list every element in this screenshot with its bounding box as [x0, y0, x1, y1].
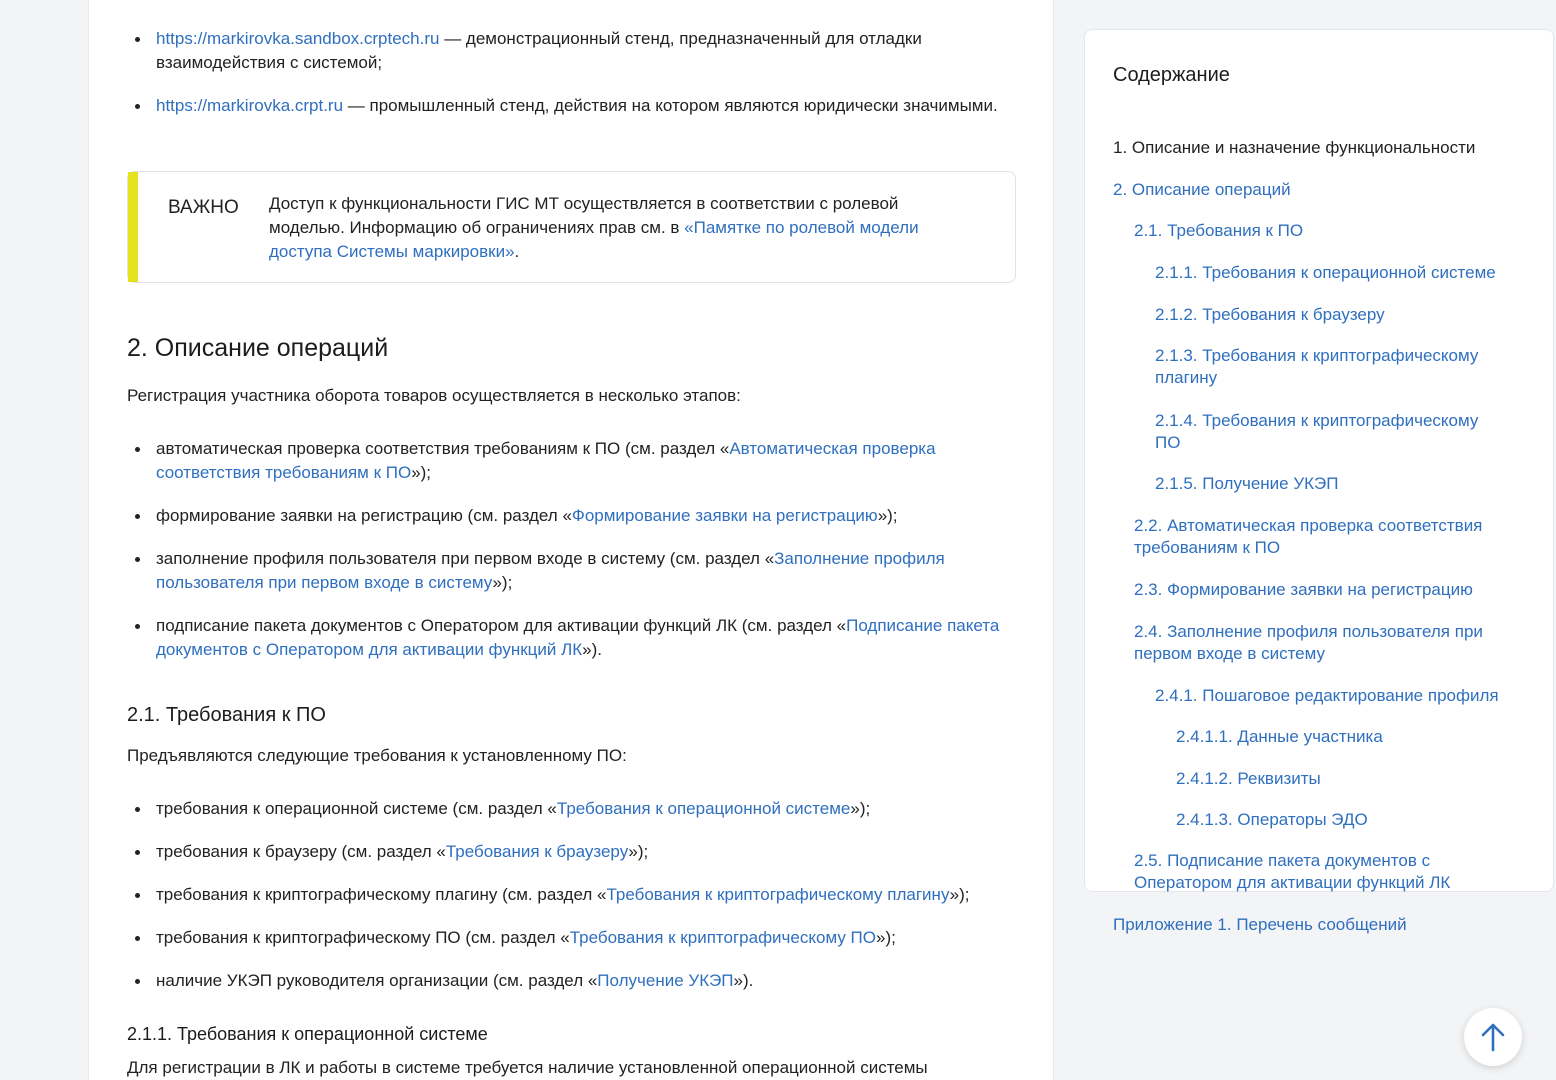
- list-item: https://markirovka.crpt.ru — промышленный стенд, действия на котором являются юридически значимыми.: [127, 94, 1017, 118]
- callout-stripe: [128, 172, 138, 282]
- sandbox-link[interactable]: https://markirovka.sandbox.crptech.ru: [156, 29, 440, 48]
- environment-list: [127, 27, 1017, 118]
- scroll-to-top-button[interactable]: [1464, 1008, 1522, 1066]
- toc-item[interactable]: 2.4.1. Пошаговое редактирование профиля: [1155, 686, 1499, 705]
- toc-item[interactable]: 2.2. Автоматическая проверка соответствия требованиям к ПО: [1134, 516, 1483, 557]
- list-item: формирование заявки на регистрацию (см. раздел «Формирование заявки на регистрацию»);: [127, 504, 1017, 528]
- production-link[interactable]: https://markirovka.crpt.ru: [156, 96, 344, 115]
- list-item: требования к криптографическому плагину (см. раздел «Требования к криптографическому плагину»);: [127, 883, 1017, 907]
- section-2-intro: Регистрация участника оборота товаров осуществляется в несколько этапов:: [127, 386, 741, 405]
- registration-request-link[interactable]: Формирование заявки на регистрацию: [571, 506, 878, 525]
- table-of-contents: [1084, 29, 1554, 934]
- toc-item[interactable]: 2.1.4. Требования к криптографическому ПО: [1155, 411, 1479, 452]
- documents-sign-link[interactable]: Подписание пакета документов с Оператором для активации функций ЛК: [156, 616, 1000, 659]
- toc-item[interactable]: 2.1.2. Требования к браузеру: [1155, 305, 1385, 324]
- toc-title: Содержание: [1113, 64, 1230, 86]
- list-item: подписание пакета документов с Оператором для активации функций ЛК (см. раздел «Подписание пакета документов с Оператором для активации функций ЛК»).: [127, 614, 1017, 662]
- list-item: https://markirovka.sandbox.crptech.ru — демонстрационный стенд, предназначенный для отладки взаимодействия с системой;: [127, 27, 1017, 75]
- section-2-1-intro: Предъявляются следующие требования к установленному ПО:: [127, 746, 627, 765]
- important-callout: [127, 171, 1016, 283]
- list-item: наличие УКЭП руководителя организации (см. раздел «Получение УКЭП»).: [127, 969, 1017, 993]
- toc-item[interactable]: 2.1.3. Требования к криптографическому плагину: [1155, 346, 1479, 387]
- list-item: требования к браузеру (см. раздел «Требования к браузеру»);: [127, 840, 1017, 864]
- toc-item[interactable]: 2.4. Заполнение профиля пользователя при первом входе в систему: [1134, 622, 1483, 663]
- requirements-list: [127, 797, 1017, 993]
- section-2-1-1-text: Для регистрации в ЛК и работы в системе требуется наличие установленной операционной системы: [127, 1058, 928, 1077]
- article: [88, 0, 1054, 1080]
- toc-item[interactable]: 2.5. Подписание пакета документов с Оператором для активации функций ЛК: [1134, 851, 1451, 892]
- toc-item[interactable]: 2.4.1.2. Реквизиты: [1176, 769, 1321, 788]
- arrow-up-icon: [1479, 1022, 1507, 1052]
- list-item: требования к операционной системе (см. раздел «Требования к операционной системе»);: [127, 797, 1017, 821]
- toc-item[interactable]: 2.1.1. Требования к операционной системе: [1155, 263, 1496, 282]
- role-model-link[interactable]: «Памятке по ролевой модели доступа Системы маркировки»: [269, 218, 919, 261]
- toc-item[interactable]: 1. Описание и назначение функциональности: [1113, 138, 1476, 157]
- toc-item[interactable]: 2.4.1.3. Операторы ЭДО: [1176, 810, 1368, 829]
- section-2-1-title: 2.1. Требования к ПО: [127, 704, 326, 726]
- plugin-req-link[interactable]: Требования к криптографическому плагину: [606, 885, 950, 904]
- important-tag: ВАЖНО: [168, 197, 239, 218]
- toc-item[interactable]: 2.4.1.1. Данные участника: [1176, 727, 1383, 746]
- crypto-req-link[interactable]: Требования к криптографическому ПО: [569, 928, 876, 947]
- toc-item[interactable]: 2. Описание операций: [1113, 180, 1291, 199]
- list-item: требования к криптографическому ПО (см. раздел «Требования к криптографическому ПО»);: [127, 926, 1017, 950]
- toc-item[interactable]: 2.1.5. Получение УКЭП: [1155, 474, 1339, 493]
- auto-check-link[interactable]: Автоматическая проверка соответствия требованиям к ПО: [156, 439, 936, 482]
- ukep-link[interactable]: Получение УКЭП: [597, 971, 734, 990]
- stages-list: [127, 437, 1017, 662]
- toc-item[interactable]: Приложение 1. Перечень сообщений: [1113, 915, 1407, 934]
- os-req-link[interactable]: Требования к операционной системе: [556, 799, 851, 818]
- list-item: автоматическая проверка соответствия требованиям к ПО (см. раздел «Автоматическая проверка соответствия требованиям к ПО»);: [127, 437, 1017, 485]
- browser-req-link[interactable]: Требования к браузеру: [445, 842, 629, 861]
- section-2-title: 2. Описание операций: [127, 334, 389, 362]
- section-2-1-1-title: 2.1.1. Требования к операционной системе: [127, 1024, 488, 1044]
- toc-item[interactable]: 2.3. Формирование заявки на регистрацию: [1134, 580, 1473, 599]
- list-item: заполнение профиля пользователя при первом входе в систему (см. раздел «Заполнение профиля пользователя при первом входе в систему»);: [127, 547, 1017, 595]
- toc-item[interactable]: 2.1. Требования к ПО: [1134, 221, 1304, 240]
- profile-fill-link[interactable]: Заполнение профиля пользователя при первом входе в систему: [156, 549, 945, 592]
- important-text: Доступ к функциональности ГИС МТ осуществляется в соответствии с ролевой моделью. Информацию об ограничениях прав см. в «Памятке по ролевой модели доступа Системы маркировки».: [269, 194, 919, 261]
